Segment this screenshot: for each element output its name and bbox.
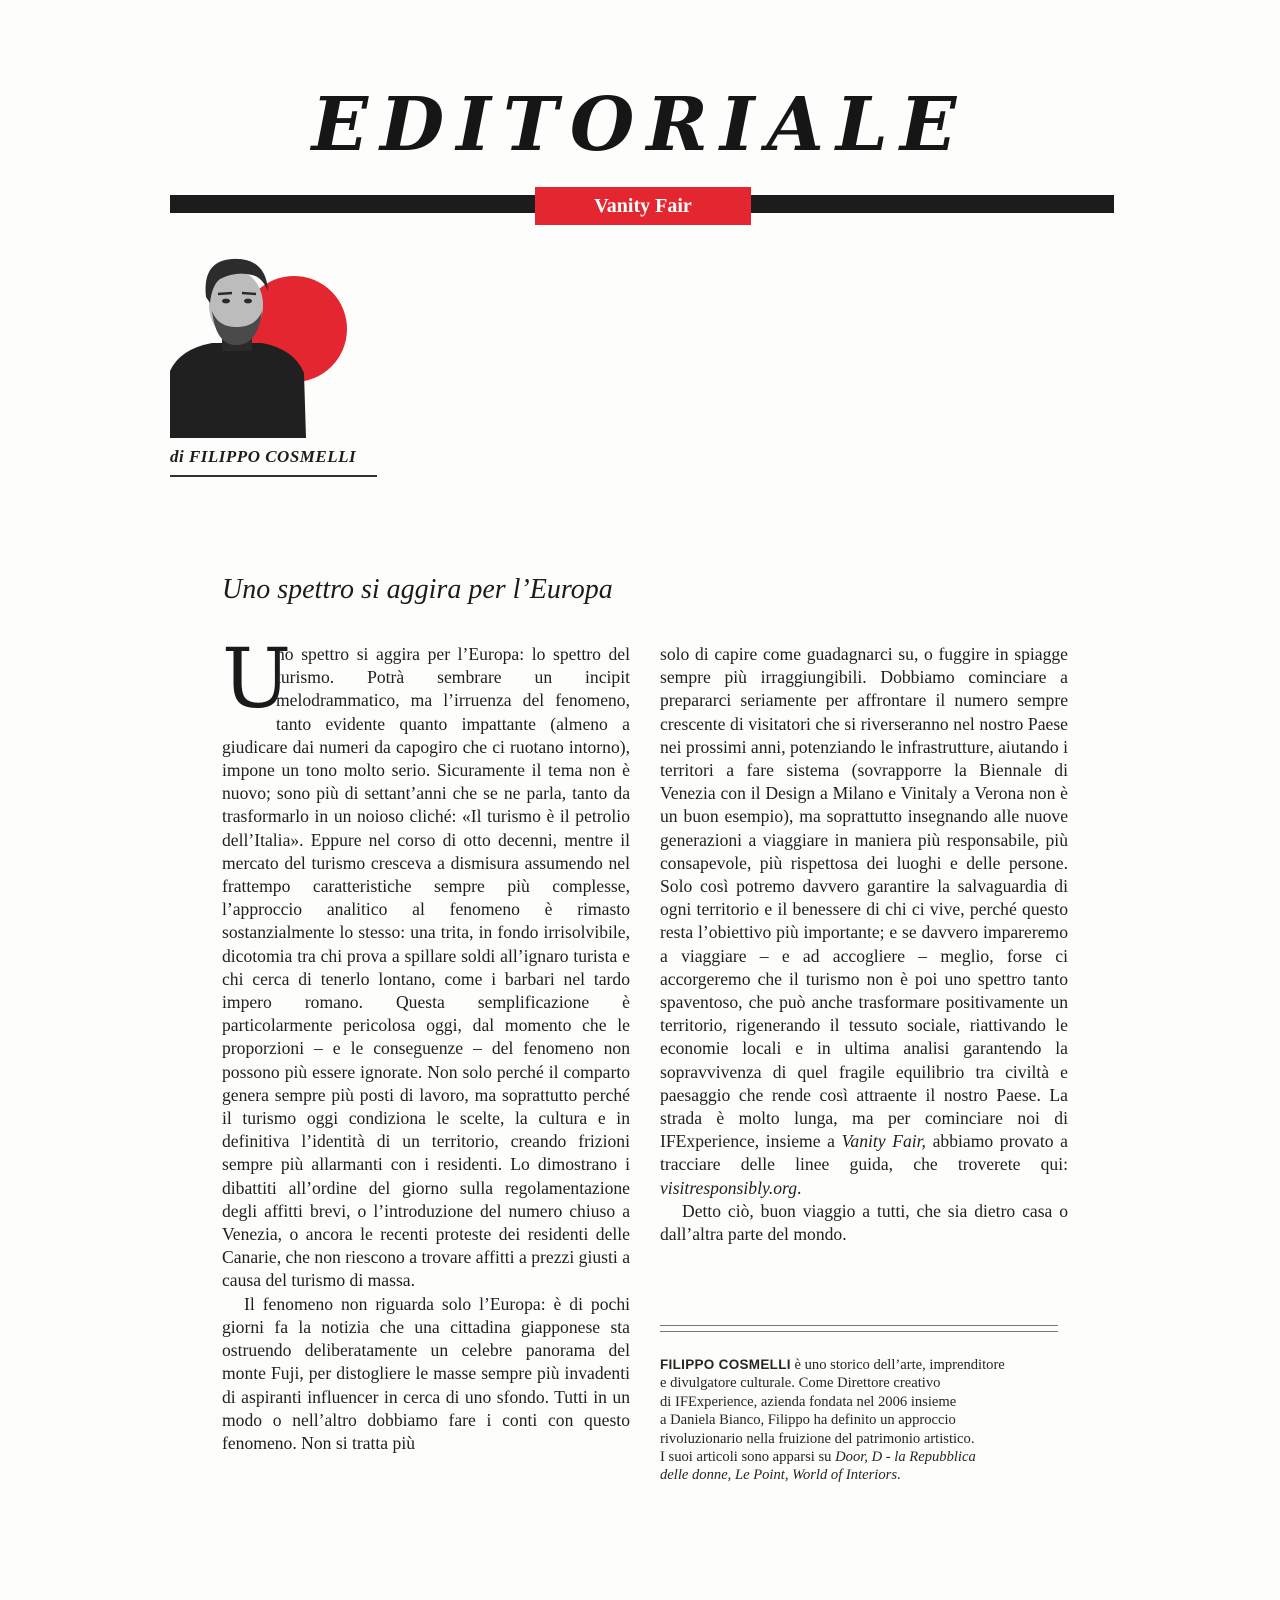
- paragraph-text: solo di capire come guadagnarci su, o fuggire in spiagge sempre più irraggiungibili. Dobbiamo cominciare a prepararci seriamente per affrontare il numero sempre crescente di visitatori che si riverseranno nel nostro Paese nei prossimi anni, potenziando le infrastrutture, aiutando i territori a fare sistema (sovrapporre la Biennale di Venezia con il Design a Milano e Vinitaly a Verona non è un buon esempio), ma soprattutto insegnando alle nuove generazioni a viaggiare in maniera più responsabile, più consapevole, più rispettosa dei luoghi e delle persone. Solo così potremo davvero garantire la salvaguardia di ogni territorio e il benessere di chi ci vive, perché questo resta l’obiettivo più importante; e se davvero impareremo a viaggiare – e ad accogliere – meglio, forse ci accorgeremo che il turismo non è poi uno spettro tanto spaventoso, che può anche trasformare positivamente un territorio, rigenerando il tessuto sociale, riattivando le economie locali e in ultima analisi garantendo la sopravvivenza di quel fragile equilibrio tra civiltà e paesaggio che rende così attraente il nostro Paese. La strada è molto lunga, ma per cominciare noi di IFExperience, insieme a: [660, 644, 1068, 1152]
- publication-names: Door, D - la Repubblica: [835, 1449, 976, 1466]
- byline: di FILIPPO COSMELLI: [170, 447, 357, 466]
- paragraph: [660, 643, 1068, 1200]
- bio-text: è uno storico dell’arte, imprenditore: [794, 1357, 1005, 1373]
- website-link[interactable]: visitresponsibly.org: [660, 1177, 798, 1198]
- bio-name: FILIPPO COSMELLI: [660, 1357, 791, 1372]
- brand-tag: Vanity Fair: [535, 187, 751, 225]
- bio-line: a Daniela Bianco, Filippo ha definito un approccio: [660, 1412, 956, 1429]
- article-headline: Uno spettro si aggira per l’Europa: [222, 574, 613, 605]
- bio-line: [660, 1466, 1070, 1484]
- paragraph-text: no spettro si aggira per l’Europa: lo spettro del turismo. Potrà sembrare un incipit melodrammatico, ma l’irruenza del fenomeno, tanto evidente quanto impattante (almeno a giudicare dai numeri da capogiro che ci ruotano intorno), impone un tono molto serio. Sicuramente il tema non è nuovo; sono più di settant’anni che se ne parla, tanto da trasformarlo in un noioso cliché: «Il turismo è il petrolio dell’Italia». Eppure nel corso di otto decenni, mentre il mercato del turismo cresceva a dismisura assumendo nel frattempo caratteristiche sempre più complesse, l’approccio analitico al fenomeno è rimasto sostanzialmente lo stesso: una trita, in fondo irrisolvibile, dicotomia tra chi prova a spillare soldi all’ignaro turista e chi cerca di tenerlo lontano, come i barbari nel tardo impero romano. Questa semplificazione è particolarmente pericolosa oggi, dal momento che le proporzioni – e le conseguenze – del fenomeno non possono più essere ignorate. Non solo perché il comparto genera sempre più posti di lavoro, ma soprattutto perché il turismo oggi condiziona le scelte, la cultura e in definitiva l’identità di un territorio, creando frizioni sempre più allarmanti con i residenti. Lo dimostrano i dibattiti all’ordine del giorno sulla regolamentazione degli affitti brevi, o l’introduzione del numero chiuso a Venezia, o ancora le recenti proteste dei residenti delle Canarie, che non riescono a trovare affitti a prezzi giusti a causa del turismo di massa.: [222, 644, 630, 1291]
- paragraph: Detto ciò, buon viaggio a tutti, che sia dietro casa o dall’altra parte del mondo.: [660, 1200, 1068, 1245]
- bio-line: di IFExperience, azienda fondata nel 2006 insieme: [660, 1393, 957, 1410]
- paragraph: [222, 632, 630, 1293]
- bio-line: rivoluzionario nella fruizione del patrimonio artistico.: [660, 1430, 975, 1447]
- byline-rule: [170, 475, 377, 477]
- period: .: [797, 1177, 802, 1198]
- bio-line: e divulgatore culturale. Come Direttore creativo: [660, 1375, 941, 1392]
- dropcap: U: [222, 632, 292, 727]
- author-photo-icon: [170, 253, 353, 438]
- paragraph: Il fenomeno non riguarda solo l’Europa: è di pochi giorni fa la notizia che una cittadina giapponese sta ostruendo deliberatamente un celebre panorama del monte Fuji, per distogliere le masse sempre più invadenti di aspiranti influencer in cerca di uno sfondo. Tutti in un modo o nell’altro dobbiamo fare i conti con questo fenomeno. Non si tratta più: [222, 1293, 630, 1453]
- magazine-name: Vanity Fair,: [841, 1131, 926, 1152]
- paragraph-text: abbiamo provato a tracciare delle linee guida, che troverete qui:: [660, 1131, 1068, 1175]
- bio-line: [660, 1448, 1070, 1466]
- sweater-shape: [170, 343, 306, 438]
- article-column-left: [222, 632, 630, 1455]
- bio-divider: [660, 1325, 1058, 1332]
- masthead-title: EDITORIALE: [311, 82, 969, 168]
- bio-text: I suoi articoli sono apparsi su: [660, 1449, 832, 1466]
- article-column-right: [660, 643, 1068, 1246]
- period: .: [897, 1467, 901, 1484]
- publication-names: delle donne, Le Point, World of Interiors: [660, 1467, 897, 1484]
- author-bio: [660, 1356, 1070, 1485]
- bio-line: [660, 1356, 1070, 1374]
